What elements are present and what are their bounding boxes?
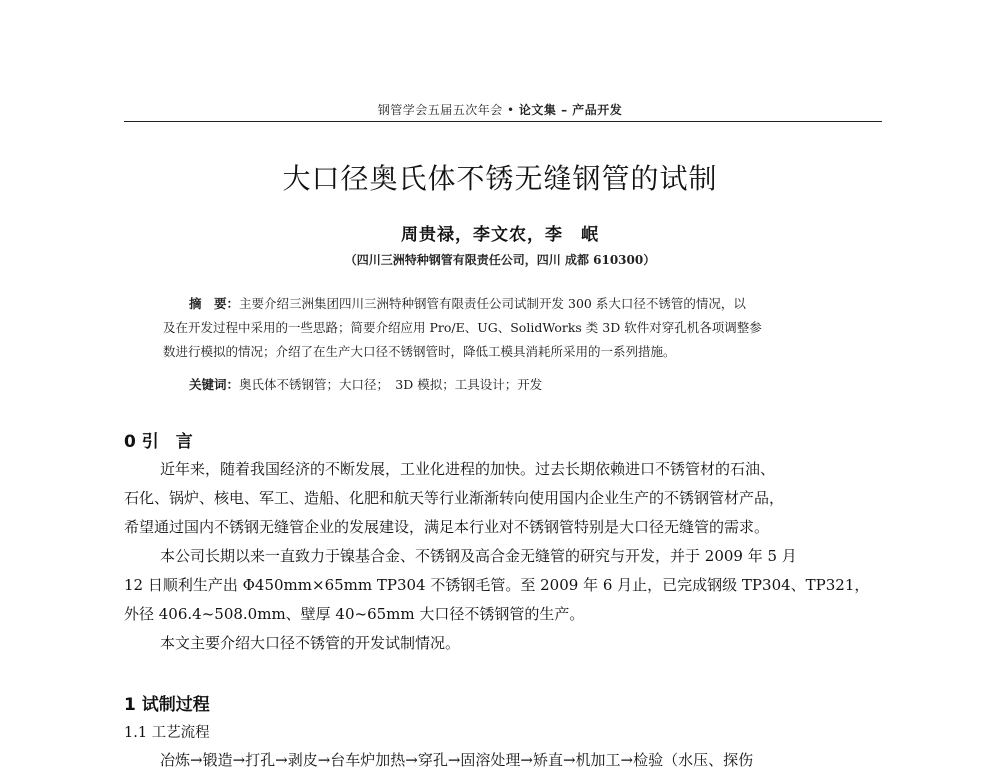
process-flow-line: 冶炼→锻造→打孔→剥皮→台车炉加热→穿孔→固溶处理→矫直→机加工→检验（水压、探伤	[160, 751, 754, 769]
intro-p1-line3: 希望通过国内不锈钢无缝管企业的发展建设，满足本行业对不锈钢管特别是大口径无缝管的需求。	[124, 518, 770, 536]
keywords-text: 奥氏体不锈钢管；大口径； 3D 模拟；工具设计；开发	[239, 377, 543, 392]
paper-title: 大口径奥氏体不锈无缝钢管的试制	[282, 162, 718, 195]
paper-affiliation: （四川三洲特种钢管有限责任公司，四川 成都 610300）	[344, 253, 656, 267]
keywords-label: 关键词：	[189, 377, 240, 392]
intro-p2-line1: 本公司长期以来一直致力于镍基合金、不锈钢及高合金无缝管的研究与开发，并于 2009 年 5 月	[160, 547, 797, 565]
intro-body	[124, 455, 884, 658]
section-heading-intro: 0 引 言	[124, 432, 193, 452]
keywords-line	[189, 375, 869, 395]
abstract-line-3: 数进行模拟的情况；介绍了在生产大口径不锈钢管时，降低工模具消耗所采用的一系列措施。	[163, 344, 676, 359]
abstract-line-1	[163, 292, 863, 316]
abstract-label: 摘 要：	[189, 296, 240, 311]
intro-p3: 本文主要介绍大口径不锈管的开发试制情况。	[160, 634, 461, 652]
intro-p2-line2: 12 日顺利生产出 Φ450mm×65mm TP304 不锈钢毛管。至 2009 年 6 月止，已完成钢级 TP304、TP321，	[124, 576, 870, 594]
intro-p2-line3: 外径 406.4~508.0mm、壁厚 40~65mm 大口径不锈钢管的生产。	[124, 605, 585, 623]
intro-p1-line1: 近年来，随着我国经济的不断发展，工业化进程的加快。过去长期依赖进口不锈管材的石油、	[160, 460, 776, 478]
running-header-text: 钢管学会五届五次年会 •	[377, 103, 519, 117]
running-header	[0, 101, 1000, 118]
intro-p1-line2: 石化、锅炉、核电、军工、造船、化肥和航天等行业渐渐转向使用国内企业生产的不锈钢管材产品，	[124, 489, 785, 507]
abstract-block	[163, 292, 863, 364]
process-flow-partial	[124, 746, 884, 775]
section-heading-1-1: 1.1 工艺流程	[124, 725, 210, 741]
abstract-line-2: 及在开发过程中采用的一些思路；简要介绍应用 Pro/E、UG、SolidWorks 类 3D 软件对穿孔机各项调整参	[163, 320, 762, 335]
header-rule	[124, 121, 882, 122]
section-heading-1: 1 试制过程	[124, 695, 210, 715]
abstract-text-1: 主要介绍三洲集团四川三洲特种钢管有限责任公司试制开发 300 系大口径不锈管的情况，以	[239, 296, 746, 311]
paper-authors: 周贵禄，李文农，李 岷	[401, 225, 599, 245]
running-header-section: 论文集 – 产品开发	[518, 103, 623, 117]
